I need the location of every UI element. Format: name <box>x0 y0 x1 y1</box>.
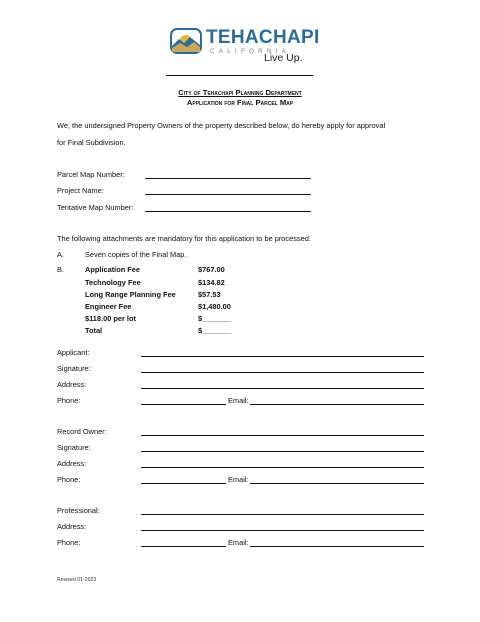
professional-phone-label: Phone: <box>57 538 81 547</box>
attachments-heading: The following attachments are mandatory for this application to be processed. <box>57 234 311 243</box>
parcel-map-label: Parcel Map Number: <box>57 170 125 179</box>
mountain-sun-icon <box>170 28 202 54</box>
revision-note: Revised 01-2023 <box>57 577 97 583</box>
professional-address-field[interactable] <box>141 530 424 531</box>
applicant-phone-field[interactable] <box>141 404 226 405</box>
item-b-marker: B. <box>57 265 64 274</box>
fee-value: $1,480.00 <box>198 302 231 311</box>
owner-email-label: Email: <box>228 475 249 484</box>
applicant-signature-label: Signature: <box>57 364 91 373</box>
per-lot-fee-field[interactable]: $_______ <box>198 314 231 323</box>
professional-field[interactable] <box>141 514 424 515</box>
owner-phone-field[interactable] <box>141 483 226 484</box>
logo-wordmark: TEHACHAPI <box>206 27 320 48</box>
applicant-email-label: Email: <box>228 396 249 405</box>
applicant-phone-label: Phone: <box>57 396 81 405</box>
total-fee-field[interactable]: $_______ <box>198 326 231 335</box>
logo-subtitle: CALIFORNIA <box>210 48 291 55</box>
tentative-map-field[interactable] <box>145 211 311 212</box>
doc-title-line1: City of Tehachapi Planning Department <box>178 88 302 97</box>
owner-signature-field[interactable] <box>141 451 424 452</box>
professional-email-field[interactable] <box>250 546 424 547</box>
header-rule <box>166 75 313 76</box>
project-name-label: Project Name: <box>57 186 104 195</box>
fee-label: Engineer Fee <box>85 302 132 311</box>
owner-field[interactable] <box>141 435 424 436</box>
fee-label: Application Fee <box>85 265 141 274</box>
fee-value: $767.00 <box>198 265 225 274</box>
owner-label: Record Owner: <box>57 427 107 436</box>
fee-label: Technology Fee <box>85 278 141 287</box>
applicant-label: Applicant: <box>57 348 90 357</box>
owner-signature-label: Signature: <box>57 443 91 452</box>
applicant-address-label: Address: <box>57 380 87 389</box>
intro-text-cont: for Final Subdivision. <box>57 138 126 147</box>
item-a-text: Seven copies of the Final Map. <box>85 250 187 259</box>
applicant-email-field[interactable] <box>250 404 424 405</box>
fee-value: $134.82 <box>198 278 225 287</box>
professional-label: Professional: <box>57 506 100 515</box>
fee-label: Total <box>85 326 103 335</box>
intro-text: We, the undersigned Property Owners of the property described below, do hereby apply for approval <box>57 121 386 130</box>
professional-address-label: Address: <box>57 522 87 531</box>
applicant-field[interactable] <box>141 356 424 357</box>
tagline: Live Up. <box>264 52 303 64</box>
tentative-map-label: Tentative Map Number: <box>57 203 134 212</box>
applicant-signature-field[interactable] <box>141 372 424 373</box>
owner-phone-label: Phone: <box>57 475 81 484</box>
professional-email-label: Email: <box>228 538 249 547</box>
project-name-field[interactable] <box>145 194 311 195</box>
fee-label: Long Range Planning Fee <box>85 290 176 299</box>
parcel-map-field[interactable] <box>145 178 311 179</box>
fee-value: $57.53 <box>198 290 221 299</box>
doc-title-line2: Application for Final Parcel Map <box>186 98 294 107</box>
fee-label: $118.00 per lot <box>85 314 136 323</box>
professional-phone-field[interactable] <box>141 546 226 547</box>
owner-address-label: Address: <box>57 459 87 468</box>
item-a-marker: A. <box>57 250 64 259</box>
owner-address-field[interactable] <box>141 467 424 468</box>
applicant-address-field[interactable] <box>141 388 424 389</box>
owner-email-field[interactable] <box>250 483 424 484</box>
